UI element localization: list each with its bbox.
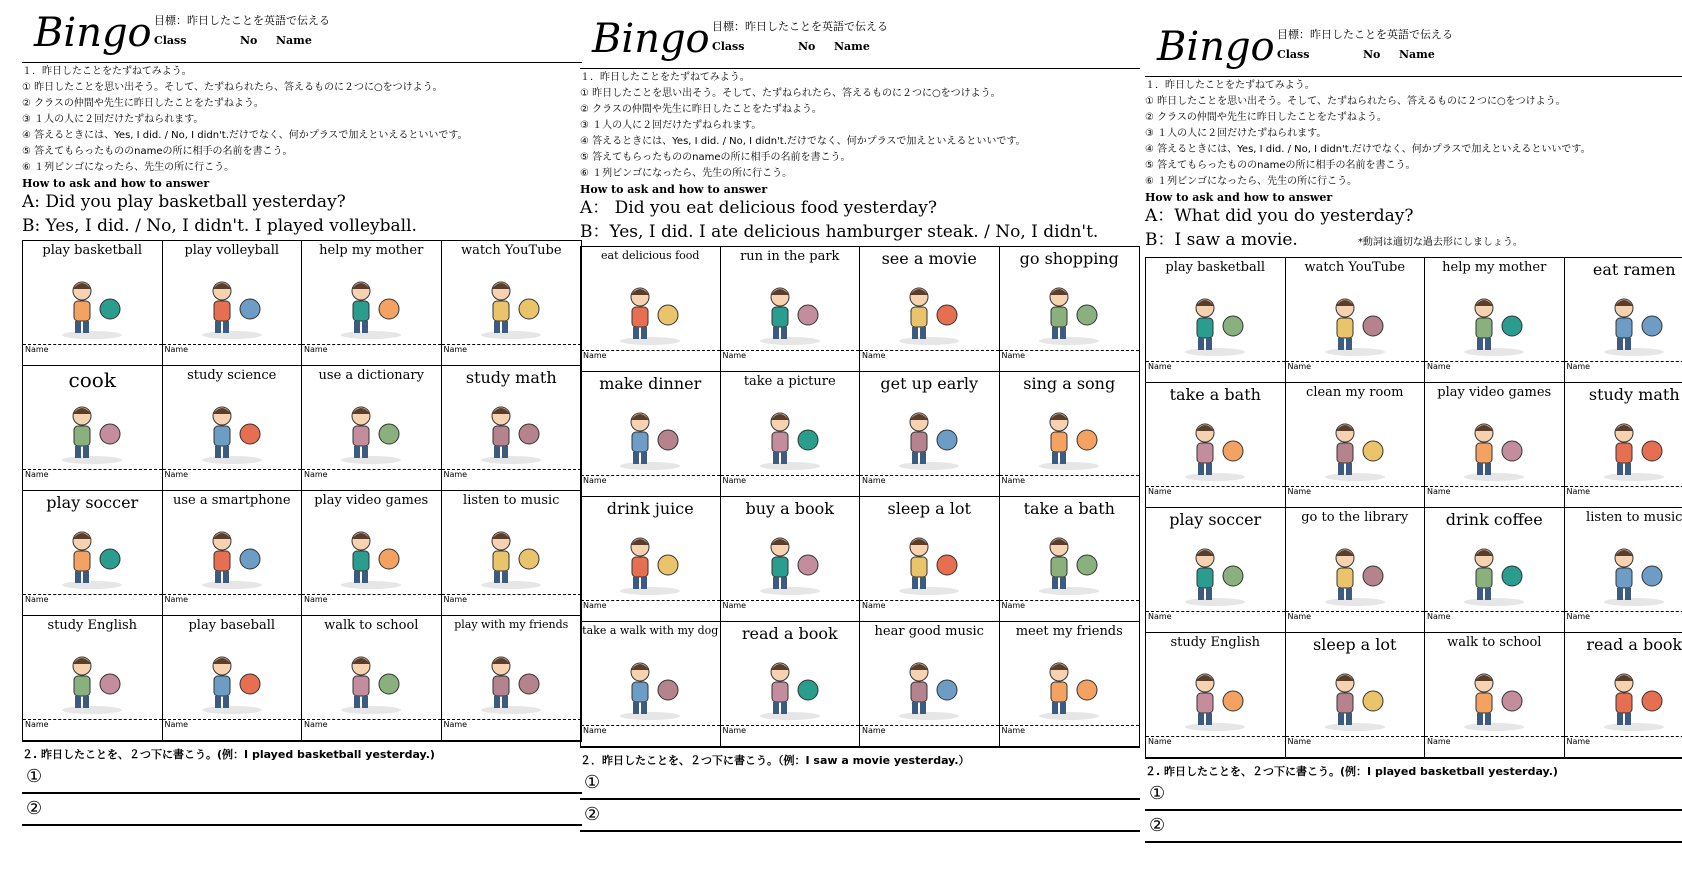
bingo-title: Bingo bbox=[1157, 24, 1275, 70]
activity-illustration bbox=[331, 525, 411, 591]
name-field[interactable]: Name bbox=[1146, 611, 1285, 632]
activity-label: listen to music bbox=[463, 493, 560, 508]
bingo-grid bbox=[580, 246, 1140, 748]
instruction-line: １．昨日したことをたずねてみよう。 bbox=[22, 66, 192, 77]
activity-label: go shopping bbox=[1019, 249, 1119, 268]
example-answer bbox=[22, 214, 582, 238]
name-field[interactable]: Name bbox=[442, 719, 582, 740]
activity-illustration bbox=[750, 531, 830, 597]
bingo-cell[interactable] bbox=[860, 497, 1000, 622]
activity-label: take a bath bbox=[1023, 499, 1115, 518]
activity-label: study math bbox=[465, 368, 557, 387]
answer-line-1[interactable]: ① bbox=[1145, 779, 1682, 811]
activity-label: eat delicious food bbox=[601, 249, 700, 262]
name-field[interactable]: Name bbox=[1565, 611, 1682, 632]
bingo-cell[interactable] bbox=[442, 241, 582, 366]
instruction-line: ① 昨日したことを思い出そう。そして、たずねられたら、答えるものに２つに○をつけよう。 bbox=[1145, 96, 1566, 107]
answer-line-1[interactable]: ① bbox=[22, 762, 582, 794]
activity-label: play basketball bbox=[1165, 260, 1266, 275]
activity-illustration bbox=[1029, 281, 1109, 347]
instructions bbox=[22, 64, 582, 175]
activity-illustration bbox=[471, 400, 551, 466]
example-question: A: Did you play basketball yesterday? bbox=[22, 192, 346, 212]
activity-illustration bbox=[52, 650, 132, 716]
name-field[interactable]: Name bbox=[442, 344, 582, 365]
bingo-cell[interactable] bbox=[1286, 508, 1426, 633]
activity-illustration bbox=[471, 650, 551, 716]
activity-label: use a dictionary bbox=[318, 368, 424, 383]
activity-illustration bbox=[331, 650, 411, 716]
bingo-cell[interactable] bbox=[860, 622, 1000, 747]
bingo-cell[interactable] bbox=[1000, 622, 1140, 747]
activity-illustration bbox=[52, 400, 132, 466]
no-label: No bbox=[240, 34, 258, 47]
activity-label: buy a book bbox=[745, 499, 834, 518]
activity-illustration bbox=[331, 400, 411, 466]
activity-illustration bbox=[610, 406, 690, 472]
bingo-cell[interactable] bbox=[1000, 247, 1140, 372]
activity-illustration bbox=[1594, 667, 1674, 733]
activity-illustration bbox=[1315, 542, 1395, 608]
writing-instruction: ２．昨日したことを、２つ下に書こう。（例：I saw a movie yesterday.） bbox=[580, 754, 970, 767]
bingo-title: Bingo bbox=[592, 16, 710, 62]
bingo-cell[interactable] bbox=[1000, 497, 1140, 622]
bingo-cell[interactable] bbox=[1425, 633, 1565, 758]
activity-label: play soccer bbox=[1169, 510, 1262, 529]
instructions bbox=[1145, 78, 1682, 189]
name-field[interactable]: Name bbox=[860, 475, 999, 496]
activity-illustration bbox=[192, 400, 272, 466]
activity-label: play video games bbox=[1437, 385, 1552, 400]
verb-note: *動詞は適切な過去形にしましょう。 bbox=[1357, 237, 1523, 248]
name-field[interactable]: Name bbox=[721, 350, 860, 371]
bingo-cell[interactable] bbox=[302, 366, 442, 491]
example-answer-text: B: Yes, I did. / No, I didn't. I played volleyball. bbox=[22, 216, 417, 236]
activity-label: take a bath bbox=[1169, 385, 1261, 404]
goal-text: 目標：昨日したことを英語で伝える bbox=[712, 20, 888, 33]
instruction-line: ④ 答えるときには、Yes, I did. / No, I didn't.だけでなく、何かプラスで加えといえるといいです。 bbox=[1145, 144, 1591, 155]
activity-illustration bbox=[1175, 542, 1255, 608]
activity-label: drink coffee bbox=[1445, 510, 1543, 529]
activity-label: study science bbox=[187, 368, 277, 383]
activity-label: go to the library bbox=[1301, 510, 1409, 525]
activity-illustration bbox=[1454, 292, 1534, 358]
sheet-header bbox=[580, 16, 1140, 69]
name-field[interactable]: Name bbox=[1286, 611, 1425, 632]
activity-illustration bbox=[1454, 542, 1534, 608]
activity-label: study English bbox=[47, 618, 138, 633]
activity-label: clean my room bbox=[1306, 385, 1404, 400]
goal-text: 目標：昨日したことを英語で伝える bbox=[154, 14, 330, 27]
how-to-heading: How to ask and how to answer bbox=[22, 177, 210, 190]
name-field[interactable]: Name bbox=[581, 600, 720, 621]
activity-illustration bbox=[1029, 406, 1109, 472]
activity-label: read a book bbox=[1586, 635, 1682, 654]
activity-label: play baseball bbox=[188, 618, 276, 633]
name-field[interactable]: Name bbox=[163, 594, 302, 615]
activity-label: run in the park bbox=[740, 249, 840, 264]
activity-label: help my mother bbox=[319, 243, 424, 258]
activity-label: take a picture bbox=[743, 374, 836, 389]
activity-label: sleep a lot bbox=[1313, 635, 1397, 654]
name-field[interactable]: Name bbox=[860, 725, 999, 746]
name-field[interactable]: Name bbox=[163, 344, 302, 365]
bingo-sheet-3 bbox=[1145, 24, 1682, 843]
activity-label: drink juice bbox=[606, 499, 694, 518]
activity-illustration bbox=[889, 281, 969, 347]
name-field[interactable]: Name bbox=[163, 719, 302, 740]
activity-illustration bbox=[1029, 656, 1109, 722]
bingo-cell[interactable] bbox=[302, 491, 442, 616]
activity-label: make dinner bbox=[599, 374, 702, 393]
bingo-cell[interactable] bbox=[23, 366, 163, 491]
instruction-line: ⑥ １列ビンゴになったら、先生の所に行こう。 bbox=[580, 168, 793, 179]
name-field[interactable]: Name bbox=[721, 725, 860, 746]
bingo-cell[interactable] bbox=[1000, 372, 1140, 497]
bingo-cell[interactable] bbox=[1146, 633, 1286, 758]
name-field[interactable]: Name bbox=[1000, 350, 1140, 371]
activity-label: watch YouTube bbox=[1304, 260, 1406, 275]
student-info bbox=[1277, 48, 1435, 61]
bingo-cell[interactable] bbox=[163, 616, 303, 741]
name-label: Name bbox=[1399, 48, 1435, 61]
activity-illustration bbox=[610, 656, 690, 722]
activity-label: study English bbox=[1170, 635, 1261, 650]
name-field[interactable]: Name bbox=[1286, 736, 1425, 757]
activity-illustration bbox=[1454, 667, 1534, 733]
name-field[interactable]: Name bbox=[1146, 736, 1285, 757]
sheet-header bbox=[22, 10, 582, 63]
bingo-cell[interactable] bbox=[163, 491, 303, 616]
activity-label: hear good music bbox=[874, 624, 984, 639]
bingo-cell[interactable] bbox=[721, 247, 861, 372]
activity-label: help my mother bbox=[1442, 260, 1547, 275]
activity-illustration bbox=[192, 650, 272, 716]
instruction-line: １．昨日したことをたずねてみよう。 bbox=[1145, 80, 1315, 91]
name-field[interactable]: Name bbox=[1565, 361, 1682, 382]
bingo-cell[interactable] bbox=[721, 497, 861, 622]
activity-illustration bbox=[1454, 417, 1534, 483]
example-question: A： Did you eat delicious food yesterday? bbox=[580, 198, 937, 218]
bingo-cell[interactable] bbox=[302, 616, 442, 741]
activity-illustration bbox=[750, 406, 830, 472]
bingo-cell[interactable] bbox=[163, 241, 303, 366]
bingo-cell[interactable] bbox=[721, 622, 861, 747]
name-field[interactable]: Name bbox=[1425, 486, 1564, 507]
activity-illustration bbox=[1594, 292, 1674, 358]
activity-illustration bbox=[889, 656, 969, 722]
name-label: Name bbox=[276, 34, 312, 47]
instruction-line: ② クラスの仲間や先生に昨日したことをたずねよう。 bbox=[1145, 112, 1387, 123]
name-field[interactable]: Name bbox=[302, 344, 441, 365]
name-field[interactable]: Name bbox=[1425, 611, 1564, 632]
name-field[interactable]: Name bbox=[302, 719, 441, 740]
name-field[interactable]: Name bbox=[163, 469, 302, 490]
name-field[interactable]: Name bbox=[1425, 361, 1564, 382]
activity-illustration bbox=[1594, 542, 1674, 608]
bingo-cell[interactable] bbox=[721, 372, 861, 497]
writing-instruction: ２. 昨日したことを、２つ下に書こう。(例：I played basketball yesterday.) bbox=[1145, 765, 1558, 778]
name-field[interactable]: Name bbox=[1000, 475, 1140, 496]
name-field[interactable]: Name bbox=[23, 594, 162, 615]
example-answer-text: B：I saw a movie. bbox=[1145, 230, 1298, 250]
bingo-cell[interactable] bbox=[1425, 508, 1565, 633]
activity-illustration bbox=[610, 531, 690, 597]
activity-label: read a book bbox=[741, 624, 838, 643]
instruction-line: ⑥ １列ビンゴになったら、先生の所に行こう。 bbox=[1145, 176, 1358, 187]
bingo-cell[interactable] bbox=[581, 622, 721, 747]
name-field[interactable]: Name bbox=[721, 600, 860, 621]
name-field[interactable]: Name bbox=[442, 594, 582, 615]
bingo-cell[interactable] bbox=[23, 616, 163, 741]
activity-illustration bbox=[192, 525, 272, 591]
activity-illustration bbox=[471, 525, 551, 591]
activity-illustration bbox=[1315, 667, 1395, 733]
name-field[interactable]: Name bbox=[302, 469, 441, 490]
goal-text: 目標：昨日したことを英語で伝える bbox=[1277, 28, 1453, 41]
bingo-cell[interactable] bbox=[1286, 633, 1426, 758]
activity-label: listen to music bbox=[1586, 510, 1682, 525]
instructions bbox=[580, 70, 1140, 181]
bingo-title: Bingo bbox=[34, 10, 152, 56]
activity-label: use a smartphone bbox=[172, 493, 291, 508]
activity-label: get up early bbox=[880, 374, 979, 393]
name-field[interactable]: Name bbox=[23, 469, 162, 490]
activity-illustration bbox=[889, 406, 969, 472]
activity-illustration bbox=[331, 275, 411, 341]
activity-label: sing a song bbox=[1023, 374, 1116, 393]
bingo-cell[interactable] bbox=[442, 366, 582, 491]
name-field[interactable]: Name bbox=[1286, 486, 1425, 507]
answer-line-1[interactable]: ① bbox=[580, 768, 1140, 800]
bingo-cell[interactable] bbox=[1425, 383, 1565, 508]
name-field[interactable]: Name bbox=[302, 594, 441, 615]
bingo-cell[interactable] bbox=[23, 491, 163, 616]
instruction-line: １．昨日したことをたずねてみよう。 bbox=[580, 72, 750, 83]
bingo-cell[interactable] bbox=[1286, 383, 1426, 508]
activity-label: take a walk with my dog bbox=[582, 624, 719, 637]
name-field[interactable]: Name bbox=[860, 350, 999, 371]
activity-label: play with my friends bbox=[454, 618, 569, 631]
instruction-line: ⑤ 答えてもらったもののnameの所に相手の名前を書こう。 bbox=[580, 152, 851, 163]
instruction-line: ⑤ 答えてもらったもののnameの所に相手の名前を書こう。 bbox=[22, 146, 293, 157]
no-label: No bbox=[1363, 48, 1381, 61]
activity-label: cook bbox=[68, 368, 116, 392]
bingo-grid bbox=[1145, 257, 1682, 759]
activity-illustration bbox=[1175, 292, 1255, 358]
bingo-cell[interactable] bbox=[1565, 508, 1682, 633]
bingo-cell[interactable] bbox=[1146, 258, 1286, 383]
bingo-cell[interactable] bbox=[163, 366, 303, 491]
name-field[interactable]: Name bbox=[860, 600, 999, 621]
bingo-cell[interactable] bbox=[442, 616, 582, 741]
sheet-header bbox=[1145, 24, 1682, 77]
name-field[interactable]: Name bbox=[1146, 486, 1285, 507]
activity-label: eat ramen bbox=[1592, 260, 1676, 279]
instruction-line: ② クラスの仲間や先生に昨日したことをたずねよう。 bbox=[580, 104, 822, 115]
activity-illustration bbox=[1594, 417, 1674, 483]
instruction-line: ③ １人の人に２回だけたずねられます。 bbox=[22, 114, 204, 125]
how-to-heading: How to ask and how to answer bbox=[580, 183, 768, 196]
activity-illustration bbox=[889, 531, 969, 597]
name-field[interactable]: Name bbox=[1286, 361, 1425, 382]
name-field[interactable]: Name bbox=[1000, 725, 1140, 746]
activity-label: watch YouTube bbox=[460, 243, 562, 258]
answer-line-2[interactable]: ② bbox=[22, 794, 582, 826]
activity-illustration bbox=[471, 275, 551, 341]
bingo-cell[interactable] bbox=[860, 372, 1000, 497]
activity-illustration bbox=[1315, 292, 1395, 358]
instruction-line: ③ １人の人に２回だけたずねられます。 bbox=[580, 120, 762, 131]
bingo-cell[interactable] bbox=[860, 247, 1000, 372]
answer-line-2[interactable]: ② bbox=[1145, 811, 1682, 843]
activity-illustration bbox=[52, 525, 132, 591]
instruction-line: ⑥ １列ビンゴになったら、先生の所に行こう。 bbox=[22, 162, 235, 173]
activity-illustration bbox=[610, 281, 690, 347]
activity-label: walk to school bbox=[1447, 635, 1542, 650]
name-field[interactable]: Name bbox=[581, 475, 720, 496]
activity-illustration bbox=[1315, 417, 1395, 483]
writing-instruction: ２. 昨日したことを、２つ下に書こう。(例：I played basketball yesterday.) bbox=[22, 748, 435, 761]
example-question: A：What did you do yesterday? bbox=[1145, 206, 1414, 226]
bingo-cell[interactable] bbox=[1425, 258, 1565, 383]
activity-label: meet my friends bbox=[1015, 624, 1123, 639]
activity-label: play soccer bbox=[46, 493, 139, 512]
bingo-grid bbox=[22, 240, 582, 742]
no-label: No bbox=[798, 40, 816, 53]
name-field[interactable]: Name bbox=[721, 475, 860, 496]
bingo-cell[interactable] bbox=[581, 497, 721, 622]
instruction-line: ① 昨日したことを思い出そう。そして、たずねられたら、答えるものに２つに○をつけよう。 bbox=[22, 82, 443, 93]
name-field[interactable]: Name bbox=[581, 350, 720, 371]
activity-label: walk to school bbox=[324, 618, 419, 633]
name-field[interactable]: Name bbox=[1146, 361, 1285, 382]
bingo-cell[interactable] bbox=[581, 372, 721, 497]
bingo-sheet-2 bbox=[580, 16, 1140, 832]
bingo-cell[interactable] bbox=[1565, 383, 1682, 508]
instruction-line: ⑤ 答えてもらったもののnameの所に相手の名前を書こう。 bbox=[1145, 160, 1416, 171]
activity-label: play volleyball bbox=[184, 243, 280, 258]
instruction-line: ① 昨日したことを思い出そう。そして、たずねられたら、答えるものに２つに○をつけよう。 bbox=[580, 88, 1001, 99]
example-answer bbox=[1145, 228, 1682, 255]
name-field[interactable]: Name bbox=[1565, 486, 1682, 507]
activity-label: play video games bbox=[314, 493, 429, 508]
bingo-cell[interactable] bbox=[1146, 508, 1286, 633]
activity-illustration bbox=[750, 281, 830, 347]
class-label: Class bbox=[1277, 48, 1310, 61]
activity-illustration bbox=[52, 275, 132, 341]
bingo-sheet-1 bbox=[22, 10, 582, 826]
student-info bbox=[154, 34, 312, 47]
bingo-cell[interactable] bbox=[1146, 383, 1286, 508]
activity-illustration bbox=[1175, 417, 1255, 483]
example-answer bbox=[580, 220, 1140, 244]
bingo-cell[interactable] bbox=[1565, 258, 1682, 383]
name-field[interactable]: Name bbox=[23, 719, 162, 740]
how-to-heading: How to ask and how to answer bbox=[1145, 191, 1333, 204]
activity-label: play basketball bbox=[42, 243, 143, 258]
activity-illustration bbox=[1175, 667, 1255, 733]
bingo-cell[interactable] bbox=[1286, 258, 1426, 383]
example-answer-text: B：Yes, I did. I ate delicious hamburger steak. / No, I didn't. bbox=[580, 222, 1099, 242]
activity-illustration bbox=[1029, 531, 1109, 597]
name-field[interactable]: Name bbox=[1425, 736, 1564, 757]
activity-illustration bbox=[192, 275, 272, 341]
name-field[interactable]: Name bbox=[1565, 736, 1682, 757]
activity-label: study math bbox=[1588, 385, 1680, 404]
bingo-cell[interactable] bbox=[581, 247, 721, 372]
name-label: Name bbox=[834, 40, 870, 53]
student-info bbox=[712, 40, 870, 53]
name-field[interactable]: Name bbox=[1000, 600, 1140, 621]
name-field[interactable]: Name bbox=[23, 344, 162, 365]
activity-label: sleep a lot bbox=[887, 499, 971, 518]
bingo-cell[interactable] bbox=[23, 241, 163, 366]
bingo-cell[interactable] bbox=[302, 241, 442, 366]
activity-illustration bbox=[750, 656, 830, 722]
class-label: Class bbox=[712, 40, 745, 53]
name-field[interactable]: Name bbox=[581, 725, 720, 746]
bingo-cell[interactable] bbox=[442, 491, 582, 616]
class-label: Class bbox=[154, 34, 187, 47]
activity-label: see a movie bbox=[881, 249, 977, 268]
bingo-cell[interactable] bbox=[1565, 633, 1682, 758]
instruction-line: ④ 答えるときには、Yes, I did. / No, I didn't.だけでなく、何かプラスで加えといえるといいです。 bbox=[22, 130, 468, 141]
answer-line-2[interactable]: ② bbox=[580, 800, 1140, 832]
instruction-line: ③ １人の人に２回だけたずねられます。 bbox=[1145, 128, 1327, 139]
instruction-line: ④ 答えるときには、Yes, I did. / No, I didn't.だけでなく、何かプラスで加えといえるといいです。 bbox=[580, 136, 1026, 147]
name-field[interactable]: Name bbox=[442, 469, 582, 490]
instruction-line: ② クラスの仲間や先生に昨日したことをたずねよう。 bbox=[22, 98, 264, 109]
